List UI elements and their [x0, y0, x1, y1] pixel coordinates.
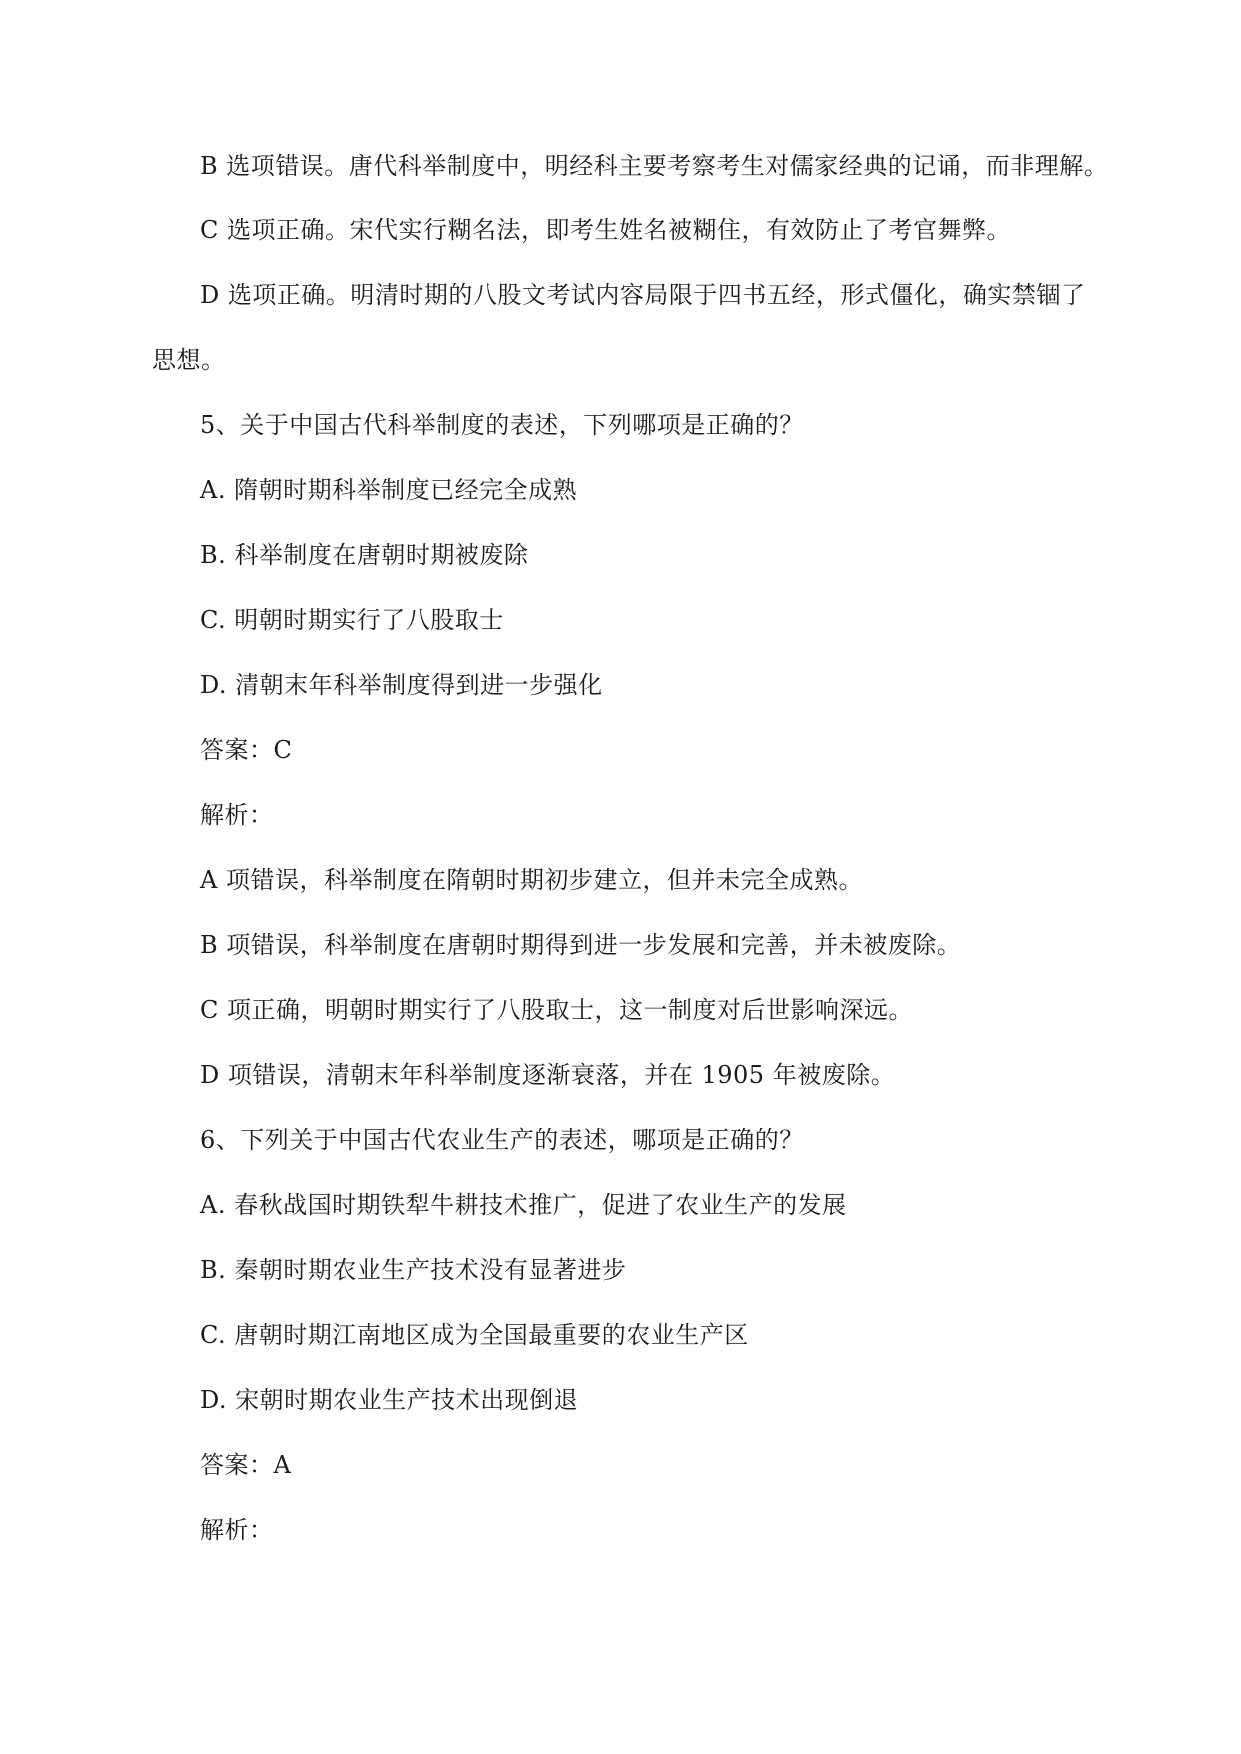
question-5-stem: 5、关于中国古代科举制度的表述，下列哪项是正确的？: [200, 411, 804, 439]
question-6-option-d: D. 宋朝时期农业生产技术出现倒退: [200, 1386, 579, 1414]
question-6-stem: 6、下列关于中国古代农业生产的表述，哪项是正确的？: [200, 1126, 804, 1154]
question-6-option-a: A. 春秋战国时期铁犁牛耕技术推广，促进了农业生产的发展: [200, 1191, 847, 1219]
question-6-answer: 答案：A: [200, 1451, 292, 1479]
question-5-analysis-a: A 项错误，科举制度在隋朝时期初步建立，但并未完全成熟。: [200, 866, 863, 894]
explanation-line-b-prev: B 选项错误。唐代科举制度中，明经科主要考察考生对儒家经典的记诵，而非理解。: [200, 152, 1109, 180]
question-5-analysis-d: D 项错误，清朝末年科举制度逐渐衰落，并在 1905 年被废除。: [200, 1061, 896, 1089]
explanation-line-c-prev: C 选项正确。宋代实行糊名法，即考生姓名被糊住，有效防止了考官舞弊。: [200, 216, 1011, 244]
question-6-option-b: B. 秦朝时期农业生产技术没有显著进步: [200, 1256, 627, 1284]
question-5-option-a: A. 隋朝时期科举制度已经完全成熟: [200, 476, 578, 504]
explanation-line-d-prev: D 选项正确。明清时期的八股文考试内容局限于四书五经，形式僵化，确实禁锢了: [200, 281, 1086, 309]
question-5-analysis-b: B 项错误，科举制度在唐朝时期得到进一步发展和完善，并未被废除。: [200, 931, 962, 959]
question-5-option-b: B. 科举制度在唐朝时期被废除: [200, 541, 529, 569]
question-6-option-c: C. 唐朝时期江南地区成为全国最重要的农业生产区: [200, 1321, 749, 1349]
question-5-answer: 答案：C: [200, 736, 293, 764]
question-5-analysis-heading: 解析：: [200, 801, 274, 829]
explanation-line-d-prev-cont: 思想。: [152, 346, 226, 374]
question-6-analysis-heading: 解析：: [200, 1516, 274, 1544]
question-5-option-d: D. 清朝末年科举制度得到进一步强化: [200, 671, 603, 699]
question-5-analysis-c: C 项正确，明朝时期实行了八股取士，这一制度对后世影响深远。: [200, 996, 913, 1024]
question-5-option-c: C. 明朝时期实行了八股取士: [200, 606, 504, 634]
